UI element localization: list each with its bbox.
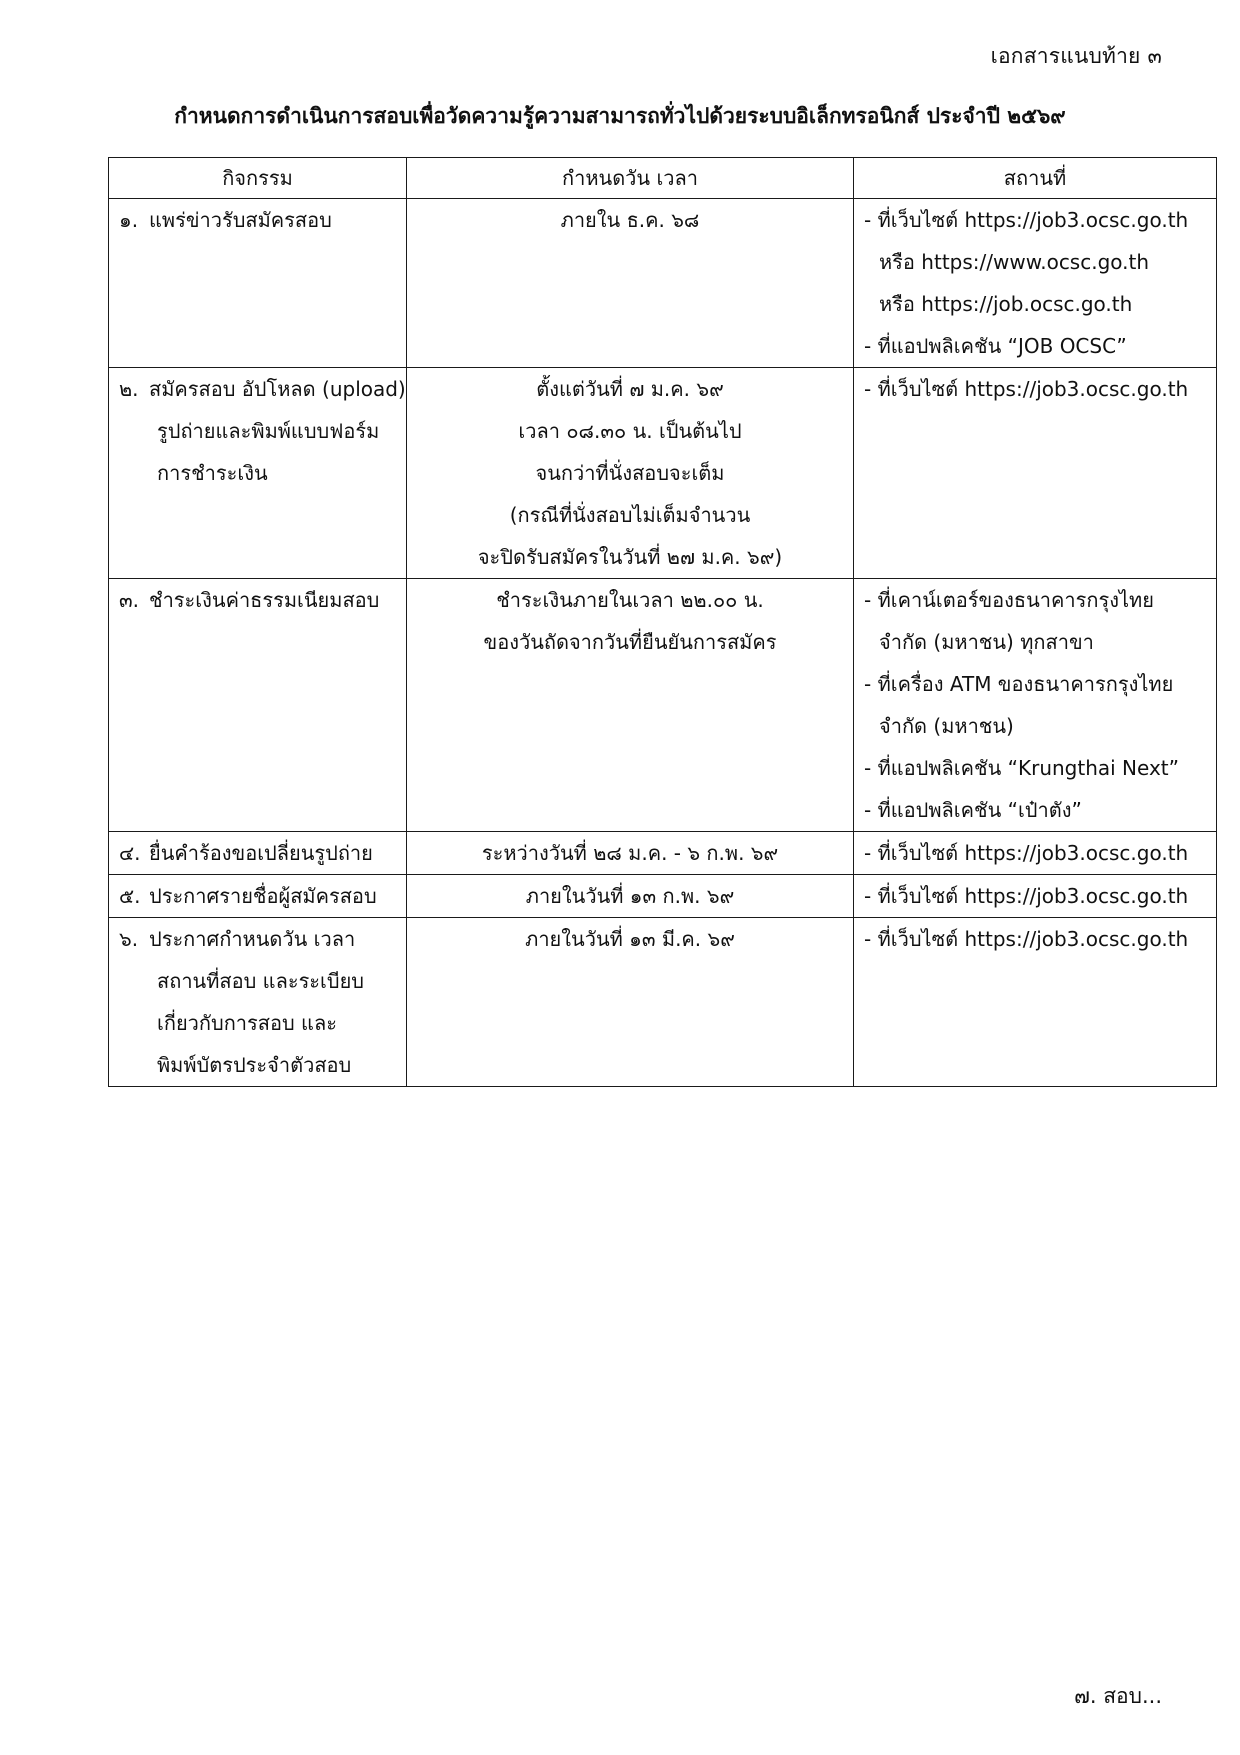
table-header-row <box>109 158 1217 199</box>
activity-text: ยื่นคำร้องขอเปลี่ยนรูปถ่าย <box>149 841 373 865</box>
table-row <box>109 918 1217 1087</box>
table-row <box>109 875 1217 918</box>
datetime-text: เวลา ๐๘.๓๐ น. เป็นต้นไป <box>518 419 742 443</box>
location-text: - ที่เว็บไซต์ https://job3.ocsc.go.th <box>864 927 1189 951</box>
datetime-cell <box>407 918 854 1087</box>
location-cell <box>854 368 1217 579</box>
location-text: จำกัด (มหาชน) <box>879 714 1014 738</box>
datetime-text: ชำระเงินภายในเวลา ๒๒.๐๐ น. <box>496 588 764 612</box>
activity-text: แพร่ข่าวรับสมัครสอบ <box>149 208 332 232</box>
datetime-text: จะปิดรับสมัครในวันที่ ๒๗ ม.ค. ๖๙) <box>477 545 783 569</box>
activity-text: ประกาศกำหนดวัน เวลา <box>149 927 356 951</box>
activity-text: รูปถ่ายและพิมพ์แบบฟอร์ม <box>157 419 380 443</box>
table-row <box>109 199 1217 368</box>
location-text: จำกัด (มหาชน) ทุกสาขา <box>879 630 1094 654</box>
annex-label: เอกสารแนบท้าย ๓ <box>990 44 1162 68</box>
header-datetime: กำหนดวัน เวลา <box>407 158 854 199</box>
activity-cell <box>109 368 407 579</box>
datetime-cell <box>407 579 854 832</box>
location-text: - ที่แอปพลิเคชัน “เป๋าตัง” <box>864 798 1082 822</box>
location-text: - ที่เว็บไซต์ https://job3.ocsc.go.th <box>864 841 1189 865</box>
activity-cell <box>109 918 407 1087</box>
location-cell <box>854 832 1217 875</box>
activity-text: สมัครสอบ อัปโหลด (upload) <box>149 377 406 401</box>
location-cell <box>854 875 1217 918</box>
row-number: ๒. <box>119 377 139 401</box>
header-location: สถานที่ <box>854 158 1217 199</box>
location-text: - ที่เว็บไซต์ https://job3.ocsc.go.th <box>864 884 1189 908</box>
datetime-cell <box>407 832 854 875</box>
location-text: หรือ https://www.ocsc.go.th <box>879 250 1150 274</box>
table-row <box>109 368 1217 579</box>
datetime-text: (กรณีที่นั่งสอบไม่เต็มจำนวน <box>509 503 751 527</box>
datetime-text: ระหว่างวันที่ ๒๘ ม.ค. - ๖ ก.พ. ๖๙ <box>481 841 779 865</box>
datetime-text: ตั้งแต่วันที่ ๗ ม.ค. ๖๙ <box>536 377 724 401</box>
datetime-text: ภายในวันที่ ๑๓ มี.ค. ๖๙ <box>525 927 735 951</box>
datetime-cell <box>407 368 854 579</box>
table-row <box>109 579 1217 832</box>
document-title: กำหนดการดำเนินการสอบเพื่อวัดความรู้ความสามารถทั่วไปด้วยระบบอิเล็กทรอนิกส์ ประจำปี ๒๕๖๙ <box>174 104 1066 128</box>
next-page-continuation: ๗. สอบ... <box>1074 1684 1162 1708</box>
datetime-text: ภายใน ธ.ค. ๖๘ <box>560 208 700 232</box>
activity-cell <box>109 199 407 368</box>
location-text: - ที่เว็บไซต์ https://job3.ocsc.go.th <box>864 208 1189 232</box>
location-text: - ที่แอปพลิเคชัน “Krungthai Next” <box>864 756 1179 780</box>
activity-text: สถานที่สอบ และระเบียบ <box>157 969 364 993</box>
activity-cell <box>109 832 407 875</box>
row-number: ๓. <box>119 588 140 612</box>
datetime-cell <box>407 199 854 368</box>
activity-text: พิมพ์บัตรประจำตัวสอบ <box>157 1053 352 1077</box>
header-activity: กิจกรรม <box>109 158 407 199</box>
row-number: ๕. <box>119 884 141 908</box>
location-cell <box>854 579 1217 832</box>
activity-cell <box>109 875 407 918</box>
schedule-table <box>108 157 1217 1087</box>
row-number: ๑. <box>119 208 139 232</box>
table-row <box>109 832 1217 875</box>
location-text: - ที่แอปพลิเคชัน “JOB OCSC” <box>864 334 1127 358</box>
row-number: ๖. <box>119 927 139 951</box>
activity-text: ชำระเงินค่าธรรมเนียมสอบ <box>149 588 380 612</box>
location-text: - ที่เครื่อง ATM ของธนาคารกรุงไทย <box>864 672 1174 696</box>
row-number: ๔. <box>119 841 141 865</box>
activity-text: การชำระเงิน <box>157 461 268 485</box>
datetime-cell <box>407 875 854 918</box>
location-cell <box>854 199 1217 368</box>
location-text: - ที่เคาน์เตอร์ของธนาคารกรุงไทย <box>864 588 1154 612</box>
location-text: หรือ https://job.ocsc.go.th <box>879 292 1133 316</box>
location-cell <box>854 918 1217 1087</box>
datetime-text: ของวันถัดจากวันที่ยืนยันการสมัคร <box>483 630 777 654</box>
location-text: - ที่เว็บไซต์ https://job3.ocsc.go.th <box>864 377 1189 401</box>
activity-text: ประกาศรายชื่อผู้สมัครสอบ <box>149 884 377 908</box>
datetime-text: จนกว่าที่นั่งสอบจะเต็ม <box>535 461 725 485</box>
datetime-text: ภายในวันที่ ๑๓ ก.พ. ๖๙ <box>525 884 735 908</box>
activity-cell <box>109 579 407 832</box>
activity-text: เกี่ยวกับการสอบ และ <box>157 1011 337 1035</box>
